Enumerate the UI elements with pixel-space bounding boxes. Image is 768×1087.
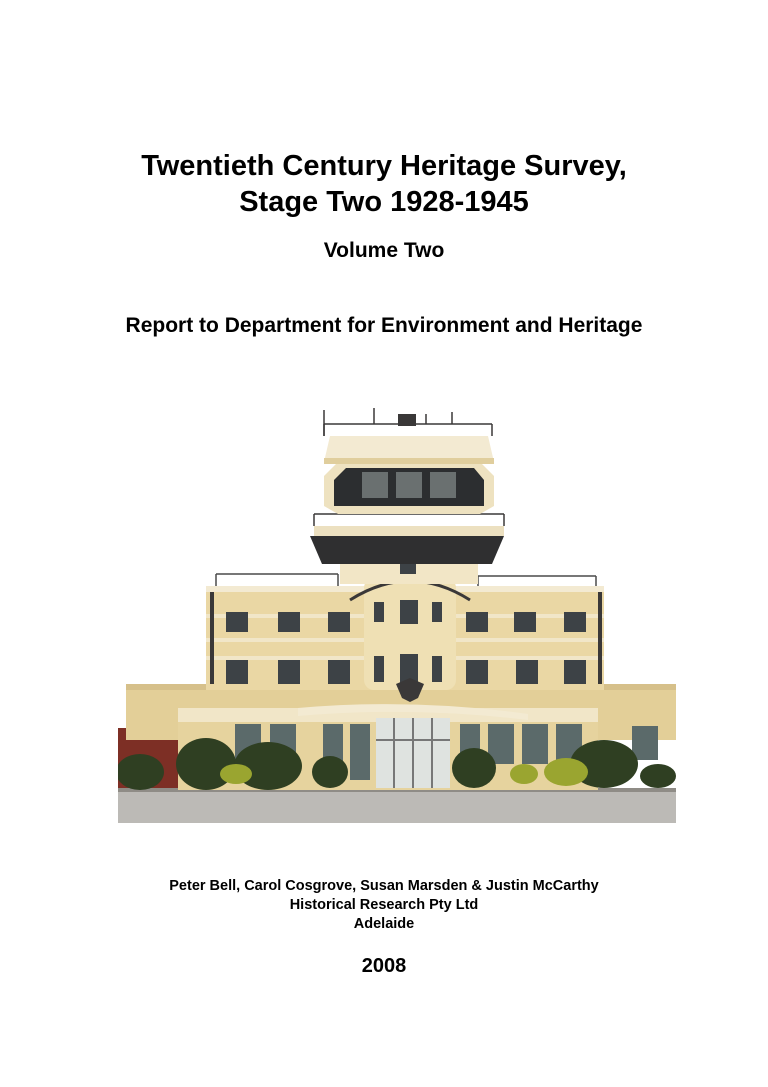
road xyxy=(118,790,676,823)
organisation-line: Historical Research Pty Ltd xyxy=(289,897,479,913)
document-title xyxy=(0,148,768,220)
volume-label: Volume Two xyxy=(323,239,445,262)
title-line-1: Twentieth Century Heritage Survey, xyxy=(141,150,627,182)
authors-line: Peter Bell, Carol Cosgrove, Susan Marsden & Justin McCarthy xyxy=(169,878,599,894)
credits xyxy=(0,877,768,934)
report-subtitle: Report to Department for Environment and Heritage xyxy=(125,314,643,337)
title-line-2: Stage Two 1928-1945 xyxy=(239,186,529,218)
observation-deck xyxy=(310,536,504,564)
control-tower-illustration xyxy=(118,402,676,823)
publication-year: 2008 xyxy=(361,955,407,977)
cover-photo xyxy=(118,402,676,823)
city-line: Adelaide xyxy=(353,916,415,932)
